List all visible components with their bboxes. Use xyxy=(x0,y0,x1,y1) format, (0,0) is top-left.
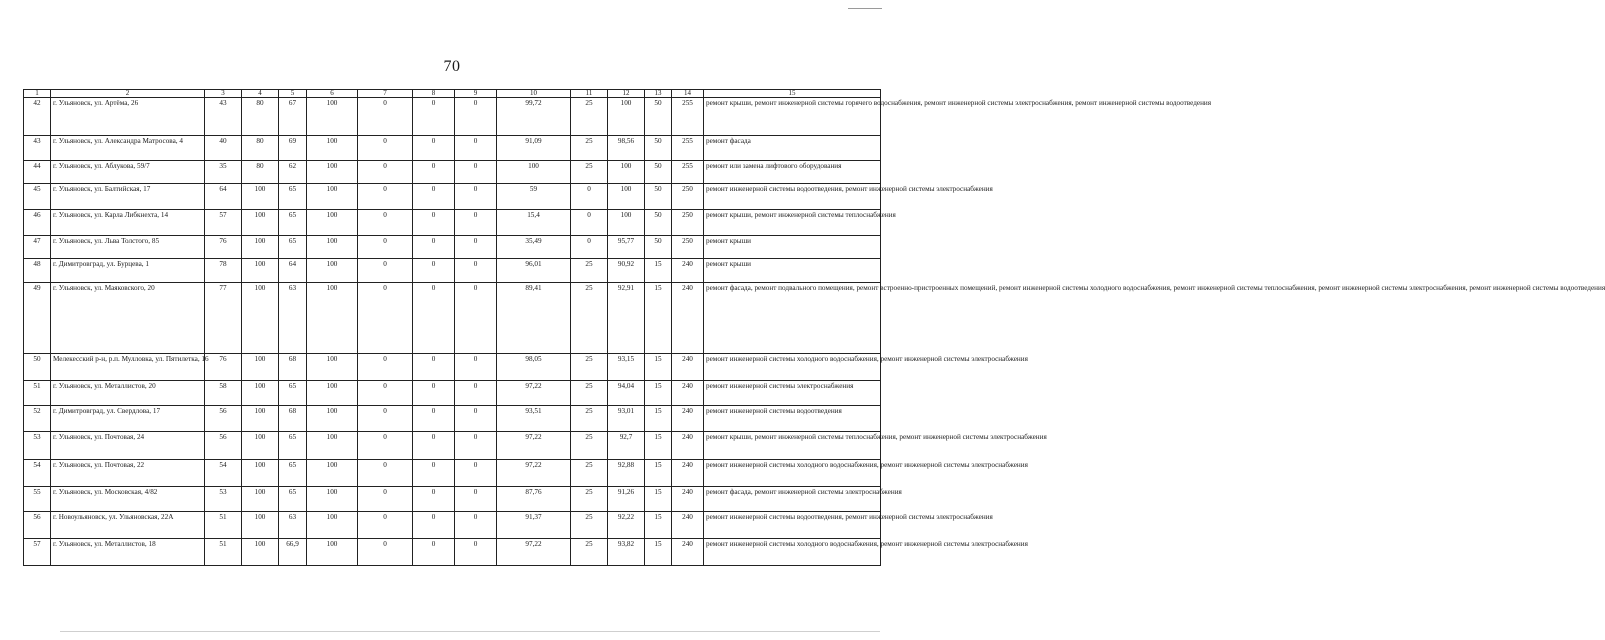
column-number: 9 xyxy=(455,90,497,98)
col-13-value: 15 xyxy=(645,406,672,432)
table-row xyxy=(24,406,881,432)
works-list: ремонт фасада, ремонт инженерной системы электроснабжения xyxy=(704,487,881,512)
column-number: 5 xyxy=(279,90,307,98)
col-13-value: 15 xyxy=(645,259,672,283)
column-number: 1 xyxy=(24,90,51,98)
column-number: 13 xyxy=(645,90,672,98)
works-list: ремонт инженерной системы водоотведения xyxy=(704,406,881,432)
column-number: 2 xyxy=(51,90,205,98)
column-number: 15 xyxy=(704,90,881,98)
row-number: 47 xyxy=(24,236,51,259)
row-number: 57 xyxy=(24,539,51,566)
col-8-value: 0 xyxy=(413,259,455,283)
col-8-value: 0 xyxy=(413,210,455,236)
col-13-value: 15 xyxy=(645,381,672,406)
col-6-value: 100 xyxy=(307,381,358,406)
col-3-value: 53 xyxy=(205,487,242,512)
col-11-value: 25 xyxy=(571,487,608,512)
col-8-value: 0 xyxy=(413,487,455,512)
table-row xyxy=(24,98,881,136)
col-5-value: 65 xyxy=(279,460,307,487)
address: г. Ульяновск, ул. Московская, 4/82 xyxy=(51,487,205,512)
works-list: ремонт крыши xyxy=(704,259,881,283)
col-3-value: 58 xyxy=(205,381,242,406)
column-number: 10 xyxy=(497,90,571,98)
row-number: 48 xyxy=(24,259,51,283)
col-14-value: 255 xyxy=(672,161,704,184)
col-10-value: 97,22 xyxy=(497,460,571,487)
col-6-value: 100 xyxy=(307,259,358,283)
col-11-value: 25 xyxy=(571,460,608,487)
col-13-value: 50 xyxy=(645,136,672,161)
col-11-value: 25 xyxy=(571,432,608,460)
col-6-value: 100 xyxy=(307,539,358,566)
repair-program-table xyxy=(23,89,1605,566)
address: г. Ульяновск, ул. Маяковского, 20 xyxy=(51,283,205,354)
col-12-value: 92,22 xyxy=(608,512,645,539)
col-4-value: 100 xyxy=(242,406,279,432)
col-7-value: 0 xyxy=(358,512,413,539)
col-9-value: 0 xyxy=(455,432,497,460)
column-number: 4 xyxy=(242,90,279,98)
col-11-value: 25 xyxy=(571,283,608,354)
col-4-value: 100 xyxy=(242,432,279,460)
col-3-value: 56 xyxy=(205,432,242,460)
col-4-value: 80 xyxy=(242,98,279,136)
col-10-value: 93,51 xyxy=(497,406,571,432)
col-9-value: 0 xyxy=(455,236,497,259)
page-number: 70 xyxy=(443,58,461,75)
col-4-value: 100 xyxy=(242,381,279,406)
address: г. Ульяновск, ул. Почтовая, 24 xyxy=(51,432,205,460)
works-list: ремонт крыши xyxy=(704,236,881,259)
col-3-value: 51 xyxy=(205,539,242,566)
table-row xyxy=(24,136,881,161)
col-7-value: 0 xyxy=(358,161,413,184)
col-3-value: 54 xyxy=(205,460,242,487)
col-14-value: 255 xyxy=(672,136,704,161)
col-9-value: 0 xyxy=(455,487,497,512)
col-5-value: 63 xyxy=(279,283,307,354)
col-4-value: 100 xyxy=(242,184,279,210)
column-number: 14 xyxy=(672,90,704,98)
col-11-value: 25 xyxy=(571,354,608,381)
col-5-value: 63 xyxy=(279,512,307,539)
col-3-value: 78 xyxy=(205,259,242,283)
col-10-value: 97,22 xyxy=(497,381,571,406)
works-list: ремонт фасада, ремонт подвального помещения, ремонт встроенно-пристроенных помещений, ремонт инженерной системы холодного водоснабжения, ремонт инженерной системы теплоснабжения, ремонт инженерной системы электроснабжения, ремонт инженерной системы водоотведения xyxy=(704,283,881,354)
col-4-value: 100 xyxy=(242,283,279,354)
row-number: 56 xyxy=(24,512,51,539)
row-number: 51 xyxy=(24,381,51,406)
table-row xyxy=(24,381,881,406)
col-5-value: 65 xyxy=(279,210,307,236)
col-10-value: 97,22 xyxy=(497,432,571,460)
col-14-value: 250 xyxy=(672,236,704,259)
address: г. Димитровград, ул. Бурцева, 1 xyxy=(51,259,205,283)
col-6-value: 100 xyxy=(307,136,358,161)
table-row xyxy=(24,210,881,236)
col-3-value: 51 xyxy=(205,512,242,539)
col-5-value: 65 xyxy=(279,184,307,210)
address: г. Ульяновск, ул. Балтийская, 17 xyxy=(51,184,205,210)
col-8-value: 0 xyxy=(413,406,455,432)
works-list: ремонт или замена лифтового оборудования xyxy=(704,161,881,184)
col-4-value: 100 xyxy=(242,487,279,512)
column-number-row xyxy=(24,90,881,98)
works-list: ремонт крыши, ремонт инженерной системы теплоснабжения, ремонт инженерной системы электроснабжения xyxy=(704,432,881,460)
col-13-value: 15 xyxy=(645,432,672,460)
col-4-value: 100 xyxy=(242,512,279,539)
col-6-value: 100 xyxy=(307,512,358,539)
scan-artifact xyxy=(848,8,882,9)
col-14-value: 240 xyxy=(672,539,704,566)
col-9-value: 0 xyxy=(455,98,497,136)
column-number: 3 xyxy=(205,90,242,98)
col-5-value: 68 xyxy=(279,406,307,432)
col-9-value: 0 xyxy=(455,259,497,283)
col-9-value: 0 xyxy=(455,406,497,432)
table-row xyxy=(24,259,881,283)
col-7-value: 0 xyxy=(358,460,413,487)
table-body xyxy=(24,89,1605,566)
row-number: 42 xyxy=(24,98,51,136)
works-list: ремонт инженерной системы водоотведения, ремонт инженерной системы электроснабжения xyxy=(704,184,881,210)
col-14-value: 240 xyxy=(672,381,704,406)
address: г. Ульяновск, ул. Почтовая, 22 xyxy=(51,460,205,487)
col-11-value: 0 xyxy=(571,210,608,236)
col-7-value: 0 xyxy=(358,539,413,566)
col-5-value: 65 xyxy=(279,487,307,512)
row-number: 55 xyxy=(24,487,51,512)
col-13-value: 15 xyxy=(645,354,672,381)
col-3-value: 64 xyxy=(205,184,242,210)
col-4-value: 80 xyxy=(242,161,279,184)
col-4-value: 100 xyxy=(242,460,279,487)
col-5-value: 65 xyxy=(279,381,307,406)
col-11-value: 25 xyxy=(571,136,608,161)
col-4-value: 100 xyxy=(242,259,279,283)
col-13-value: 15 xyxy=(645,460,672,487)
col-3-value: 40 xyxy=(205,136,242,161)
address: г. Ульяновск, ул. Льва Толстого, 85 xyxy=(51,236,205,259)
works-list: ремонт инженерной системы электроснабжения xyxy=(704,381,881,406)
col-13-value: 15 xyxy=(645,283,672,354)
col-5-value: 67 xyxy=(279,98,307,136)
col-10-value: 91,09 xyxy=(497,136,571,161)
col-10-value: 100 xyxy=(497,161,571,184)
address: г. Димитровград, ул. Свердлова, 17 xyxy=(51,406,205,432)
address: г. Ульяновск, ул. Аблукова, 59/7 xyxy=(51,161,205,184)
col-12-value: 92,88 xyxy=(608,460,645,487)
col-8-value: 0 xyxy=(413,512,455,539)
row-number: 52 xyxy=(24,406,51,432)
works-list: ремонт крыши, ремонт инженерной системы горячего водоснабжения, ремонт инженерной системы электроснабжения, ремонт инженерной системы водоотведения xyxy=(704,98,881,136)
col-12-value: 100 xyxy=(608,161,645,184)
col-3-value: 76 xyxy=(205,354,242,381)
works-list: ремонт крыши, ремонт инженерной системы теплоснабжения xyxy=(704,210,881,236)
col-6-value: 100 xyxy=(307,98,358,136)
col-4-value: 80 xyxy=(242,136,279,161)
col-11-value: 0 xyxy=(571,184,608,210)
table-row xyxy=(24,539,881,566)
col-14-value: 240 xyxy=(672,487,704,512)
col-10-value: 35,49 xyxy=(497,236,571,259)
col-13-value: 50 xyxy=(645,98,672,136)
col-13-value: 50 xyxy=(645,210,672,236)
table-row xyxy=(24,283,881,354)
col-7-value: 0 xyxy=(358,381,413,406)
col-14-value: 240 xyxy=(672,283,704,354)
col-7-value: 0 xyxy=(358,487,413,512)
col-12-value: 100 xyxy=(608,210,645,236)
table-row xyxy=(24,460,881,487)
row-number: 53 xyxy=(24,432,51,460)
col-6-value: 100 xyxy=(307,236,358,259)
col-5-value: 66,9 xyxy=(279,539,307,566)
col-13-value: 15 xyxy=(645,539,672,566)
col-14-value: 250 xyxy=(672,184,704,210)
col-8-value: 0 xyxy=(413,354,455,381)
col-9-value: 0 xyxy=(455,184,497,210)
table-row xyxy=(24,512,881,539)
col-10-value: 97,22 xyxy=(497,539,571,566)
col-9-value: 0 xyxy=(455,210,497,236)
address: Мелекесский р-н, р.п. Мулловка, ул. Пятилетка, 16 xyxy=(51,354,205,381)
col-9-value: 0 xyxy=(455,539,497,566)
col-14-value: 240 xyxy=(672,432,704,460)
scan-artifact xyxy=(60,631,880,632)
col-10-value: 89,41 xyxy=(497,283,571,354)
col-12-value: 100 xyxy=(608,184,645,210)
col-11-value: 25 xyxy=(571,512,608,539)
col-4-value: 100 xyxy=(242,354,279,381)
col-12-value: 93,01 xyxy=(608,406,645,432)
column-number: 6 xyxy=(307,90,358,98)
works-list: ремонт инженерной системы холодного водоснабжения, ремонт инженерной системы электроснабжения xyxy=(704,539,881,566)
col-4-value: 100 xyxy=(242,539,279,566)
col-9-value: 0 xyxy=(455,381,497,406)
col-12-value: 92,91 xyxy=(608,283,645,354)
col-7-value: 0 xyxy=(358,354,413,381)
col-3-value: 57 xyxy=(205,210,242,236)
col-14-value: 240 xyxy=(672,354,704,381)
col-7-value: 0 xyxy=(358,283,413,354)
col-8-value: 0 xyxy=(413,432,455,460)
col-13-value: 15 xyxy=(645,512,672,539)
col-5-value: 68 xyxy=(279,354,307,381)
col-11-value: 0 xyxy=(571,236,608,259)
table-row xyxy=(24,161,881,184)
row-number: 43 xyxy=(24,136,51,161)
col-14-value: 255 xyxy=(672,98,704,136)
address: г. Ульяновск, ул. Металлистов, 20 xyxy=(51,381,205,406)
table-row xyxy=(24,236,881,259)
col-3-value: 56 xyxy=(205,406,242,432)
col-8-value: 0 xyxy=(413,161,455,184)
col-8-value: 0 xyxy=(413,381,455,406)
col-14-value: 240 xyxy=(672,259,704,283)
row-number: 49 xyxy=(24,283,51,354)
col-9-value: 0 xyxy=(455,283,497,354)
col-6-value: 100 xyxy=(307,460,358,487)
col-12-value: 93,82 xyxy=(608,539,645,566)
col-10-value: 87,76 xyxy=(497,487,571,512)
col-9-value: 0 xyxy=(455,460,497,487)
address: г. Новоульяновск, ул. Ульяновская, 22А xyxy=(51,512,205,539)
col-9-value: 0 xyxy=(455,136,497,161)
col-9-value: 0 xyxy=(455,354,497,381)
col-10-value: 15,4 xyxy=(497,210,571,236)
col-8-value: 0 xyxy=(413,236,455,259)
col-11-value: 25 xyxy=(571,259,608,283)
col-13-value: 15 xyxy=(645,487,672,512)
col-6-value: 100 xyxy=(307,406,358,432)
col-3-value: 43 xyxy=(205,98,242,136)
works-list: ремонт инженерной системы водоотведения, ремонт инженерной системы электроснабжения xyxy=(704,512,881,539)
col-14-value: 240 xyxy=(672,460,704,487)
col-6-value: 100 xyxy=(307,354,358,381)
col-12-value: 93,15 xyxy=(608,354,645,381)
col-5-value: 64 xyxy=(279,259,307,283)
works-list: ремонт инженерной системы холодного водоснабжения, ремонт инженерной системы электроснабжения xyxy=(704,354,881,381)
col-11-value: 25 xyxy=(571,381,608,406)
row-number: 50 xyxy=(24,354,51,381)
row-number: 45 xyxy=(24,184,51,210)
col-6-value: 100 xyxy=(307,432,358,460)
col-12-value: 95,77 xyxy=(608,236,645,259)
col-10-value: 99,72 xyxy=(497,98,571,136)
address: г. Ульяновск, ул. Артёма, 26 xyxy=(51,98,205,136)
works-list: ремонт фасада xyxy=(704,136,881,161)
col-8-value: 0 xyxy=(413,136,455,161)
col-12-value: 100 xyxy=(608,98,645,136)
address: г. Ульяновск, ул. Карла Либкнехта, 14 xyxy=(51,210,205,236)
col-8-value: 0 xyxy=(413,184,455,210)
column-number: 7 xyxy=(358,90,413,98)
col-9-value: 0 xyxy=(455,161,497,184)
col-6-value: 100 xyxy=(307,487,358,512)
col-10-value: 98,05 xyxy=(497,354,571,381)
col-12-value: 92,7 xyxy=(608,432,645,460)
col-13-value: 50 xyxy=(645,161,672,184)
col-10-value: 91,37 xyxy=(497,512,571,539)
col-7-value: 0 xyxy=(358,184,413,210)
col-7-value: 0 xyxy=(358,259,413,283)
row-number: 46 xyxy=(24,210,51,236)
col-3-value: 35 xyxy=(205,161,242,184)
col-14-value: 240 xyxy=(672,406,704,432)
col-7-value: 0 xyxy=(358,98,413,136)
col-10-value: 96,01 xyxy=(497,259,571,283)
row-number: 54 xyxy=(24,460,51,487)
col-14-value: 240 xyxy=(672,512,704,539)
col-12-value: 90,92 xyxy=(608,259,645,283)
col-7-value: 0 xyxy=(358,432,413,460)
col-5-value: 65 xyxy=(279,432,307,460)
col-11-value: 25 xyxy=(571,406,608,432)
col-12-value: 91,26 xyxy=(608,487,645,512)
col-13-value: 50 xyxy=(645,236,672,259)
works-list: ремонт инженерной системы холодного водоснабжения, ремонт инженерной системы электроснабжения xyxy=(704,460,881,487)
col-7-value: 0 xyxy=(358,406,413,432)
col-11-value: 25 xyxy=(571,98,608,136)
col-8-value: 0 xyxy=(413,460,455,487)
address: г. Ульяновск, ул. Металлистов, 18 xyxy=(51,539,205,566)
col-7-value: 0 xyxy=(358,236,413,259)
col-3-value: 76 xyxy=(205,236,242,259)
column-number: 12 xyxy=(608,90,645,98)
table-row xyxy=(24,184,881,210)
col-4-value: 100 xyxy=(242,236,279,259)
col-11-value: 25 xyxy=(571,539,608,566)
col-5-value: 62 xyxy=(279,161,307,184)
column-number: 11 xyxy=(571,90,608,98)
col-3-value: 77 xyxy=(205,283,242,354)
col-4-value: 100 xyxy=(242,210,279,236)
col-8-value: 0 xyxy=(413,98,455,136)
col-10-value: 59 xyxy=(497,184,571,210)
table-row xyxy=(24,354,881,381)
col-11-value: 25 xyxy=(571,161,608,184)
col-13-value: 50 xyxy=(645,184,672,210)
col-8-value: 0 xyxy=(413,283,455,354)
row-number: 44 xyxy=(24,161,51,184)
col-5-value: 65 xyxy=(279,236,307,259)
col-6-value: 100 xyxy=(307,283,358,354)
col-7-value: 0 xyxy=(358,136,413,161)
address: г. Ульяновск, ул. Александра Матросова, 4 xyxy=(51,136,205,161)
col-6-value: 100 xyxy=(307,210,358,236)
col-6-value: 100 xyxy=(307,184,358,210)
col-12-value: 98,56 xyxy=(608,136,645,161)
column-number: 8 xyxy=(413,90,455,98)
col-8-value: 0 xyxy=(413,539,455,566)
col-9-value: 0 xyxy=(455,512,497,539)
col-7-value: 0 xyxy=(358,210,413,236)
col-5-value: 69 xyxy=(279,136,307,161)
col-6-value: 100 xyxy=(307,161,358,184)
table-row xyxy=(24,432,881,460)
col-14-value: 250 xyxy=(672,210,704,236)
table-row xyxy=(24,487,881,512)
col-12-value: 94,04 xyxy=(608,381,645,406)
